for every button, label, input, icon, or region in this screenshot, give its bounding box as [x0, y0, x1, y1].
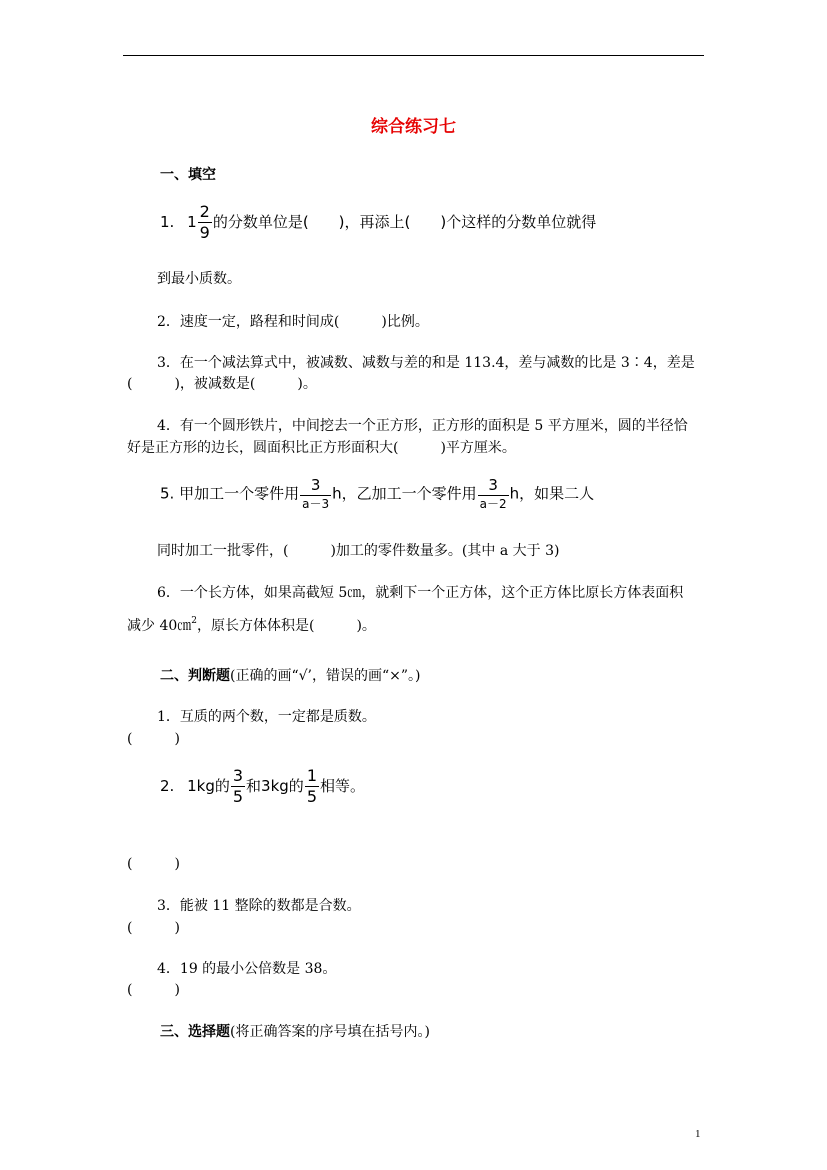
question-1-line2: 到最小质数。 — [157, 271, 241, 287]
jq2-text-a: 1kg的 — [187, 777, 230, 795]
judge-question-3: 3．能被 11 整除的数都是合数。 — [157, 898, 361, 914]
header-rule — [123, 55, 704, 56]
q5-text-c: h，如果二人 — [509, 484, 595, 503]
jq2-number: 2. — [160, 777, 175, 795]
question-5-line2: 同时加工一批零件，( )加工的零件数量多。(其中 a 大于 3) — [157, 543, 560, 559]
section2-heading — [160, 665, 421, 685]
question-3-line1: 3．在一个减法算式中，被减数、减数与差的和是 113.4，差与减数的比是 3∶4，差是 — [157, 355, 695, 371]
section3-heading-note: (将正确答案的序号填在括号内。) — [230, 1024, 430, 1040]
question-6-line2 — [127, 615, 376, 635]
question-4-line1: 4．有一个圆形铁片，中间挖去一个正方形，正方形的面积是 5 平方厘米，圆的半径恰 — [157, 418, 688, 434]
jq2-fraction-1: $\frac{3}{5}$ — [232, 766, 244, 806]
section3-heading — [160, 1021, 430, 1041]
q1-text: 的分数单位是( )，再添上( )个这样的分数单位就得 — [212, 213, 597, 231]
q5-fraction-1: $\frac{3}{a-3}$ — [302, 476, 330, 511]
section3-heading-bold: 三、选择题 — [160, 1024, 230, 1040]
question-5-line1 — [160, 478, 594, 510]
q6-superscript: 2 — [191, 616, 197, 626]
page-title: 综合练习七 — [371, 117, 456, 137]
question-1-line1 — [160, 204, 596, 241]
section2-heading-note: (正确的画“√’，错误的画“×”。) — [230, 668, 421, 684]
judge-q1-bracket: ( ) — [127, 731, 180, 747]
q1-mixed-whole: 1 — [187, 213, 197, 231]
jq2-text-b: 和3kg的 — [246, 777, 304, 795]
judge-question-4: 4．19 的最小公倍数是 38。 — [157, 961, 337, 977]
q1-fraction: $\frac{2}{9}$ — [199, 202, 210, 242]
question-3-line2: ( )，被减数是( )。 — [127, 376, 317, 392]
q5-text-b: h，乙加工一个零件用 — [332, 484, 477, 503]
judge-question-2 — [160, 768, 365, 805]
section2-heading-bold: 二、判断题 — [160, 668, 230, 684]
q5-text-a: 5. 甲加工一个零件用 — [160, 484, 300, 503]
jq2-fraction-2: $\frac{1}{5}$ — [306, 766, 317, 806]
section1-heading: 一、填空 — [160, 167, 216, 183]
q5-fraction-2: $\frac{3}{a-2}$ — [479, 476, 507, 511]
judge-q4-bracket: ( ) — [127, 982, 180, 998]
judge-q3-bracket: ( ) — [127, 920, 180, 936]
question-2: 2．速度一定，路程和时间成( )比例。 — [157, 314, 429, 330]
page-number: 1 — [695, 1128, 701, 1140]
q6-text-a: 减少 40㎝ — [127, 618, 192, 634]
question-4-line2: 好是正方形的边长，圆面积比正方形面积大( )平方厘米。 — [127, 440, 516, 456]
jq2-text-c: 相等。 — [320, 777, 366, 795]
q1-number: 1. — [160, 213, 175, 231]
judge-q2-bracket: ( ) — [127, 856, 180, 872]
q6-text-b: ，原长方体体积是( )。 — [197, 618, 376, 634]
judge-question-1: 1．互质的两个数，一定都是质数。 — [157, 709, 376, 725]
question-6-line1: 6．一个长方体，如果高截短 5㎝，就剩下一个正方体，这个正方体比原长方体表面积 — [157, 585, 684, 601]
